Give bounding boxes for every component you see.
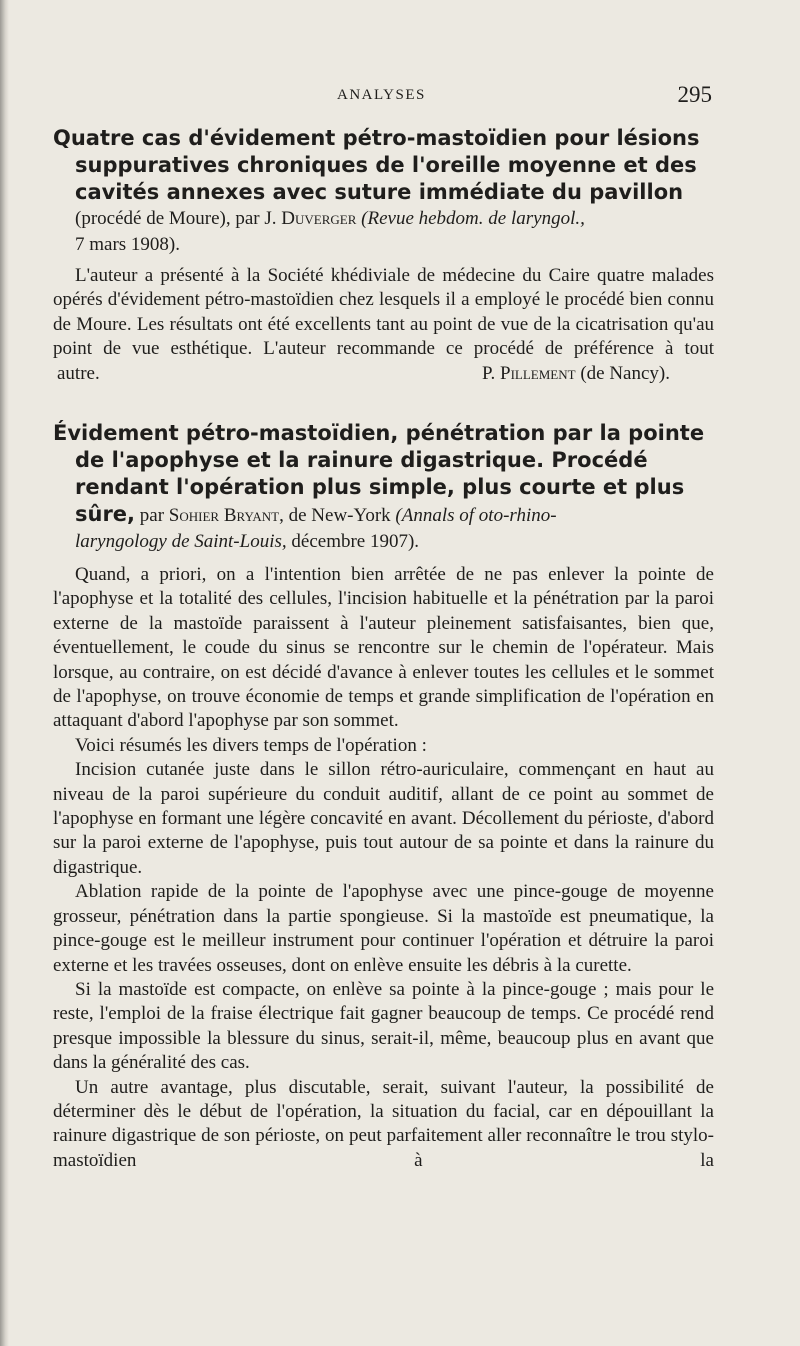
last-word: autre.	[57, 362, 100, 384]
author-name: Duverger	[281, 208, 357, 229]
reviewer-place: (de Nancy).	[575, 362, 670, 384]
journal-name: (Annals of oto-rhino-	[395, 505, 557, 526]
body-paragraph: Si la mastoïde est compacte, on enlève sa pointe à la pince-gouge ; mais pour le reste, l'emploi de la fraise électrique fait gagner beaucoup de temps. Ce procédé rend presque impossible la blessure du sinus, serait-il, même, beaucoup plus en avant que dans la généralité des cas.	[53, 978, 714, 1074]
body-paragraph: Incision cutanée juste dans le sillon rétro-auriculaire, commençant en haut au niveau de la paroi supérieure du conduit auditif, allant de ce point au sommet de l'apophyse en formant une légère concavité en avant. Décollement du périoste, d'abord sur la paroi externe de l'apophyse, puis tout autour de sa pointe et dans la rainure du digastrique.	[53, 759, 714, 878]
title-line: de l'apophyse et la rainure digastrique. Procédé	[75, 448, 648, 472]
title-line: suppuratives chroniques de l'oreille moyenne et des	[75, 153, 697, 177]
title-line: rendant l'opération plus simple, plus courte et plus	[75, 475, 685, 499]
signature	[53, 362, 714, 386]
running-head	[60, 82, 712, 112]
author-name: Sohier Bryant	[168, 505, 280, 526]
body-paragraph: L'auteur a présenté à la Société khédiviale de médecine du Caire quatre malades opérés d'évidement pétro-mastoïdien chez lesquels il a employé le procédé bien connu de Moure. Les résultats ont été excellents tant au point de vue de la cicatrisation qu'au point de vue esthétique. L'auteur recommande ce procédé de préférence à tout	[53, 265, 714, 360]
article-title	[53, 420, 714, 529]
body-paragraph: Voici résumés les divers temps de l'opération :	[75, 734, 427, 756]
article-quatre-cas	[53, 125, 714, 386]
page-number: 295	[677, 82, 712, 107]
reference-text: (procédé de Moure), par J.	[75, 208, 282, 229]
body-paragraph: Quand, a priori, on a l'intention bien arrêtée de ne pas enlever la pointe de l'apophyse et la totalité des cellules, l'incision habituelle et la pénétration par la paroi externe de la mastoïde paraissent à l'auteur pleinement satisfaisantes, bien que, éventuellement, le coude du sinus se rencontre sur le chemin de l'opérateur. Mais lorsque, au contraire, on est décidé d'avance à enlever toutes les cellules et le sommet de l'apophyse, on trouve économie de temps et grande simplification de l'opération en attaquant d'abord l'apophyse par son sommet.	[53, 564, 714, 732]
title-line: sûre, par Sohier Bryant, de New-York (Annals of oto-rhino-	[75, 502, 557, 526]
title-line: Évidement pétro-mastoïdien, pénétration par la pointe	[53, 421, 705, 445]
reviewer-name: P. Pillement	[482, 362, 576, 384]
reference-date: décembre 1907).	[286, 531, 420, 552]
title-line: Quatre cas d'évidement pétro-mastoïdien pour lésions	[53, 126, 700, 150]
journal-name: (Revue hebdom. de laryngol.,	[361, 208, 585, 229]
title-line: cavités annexes avec suture immédiate du pavillon	[75, 180, 684, 204]
article-reference	[53, 206, 714, 258]
body-paragraph: Ablation rapide de la pointe de l'apophyse avec une pince-gouge de moyenne grosseur, pénétration dans la partie spongieuse. Si la mastoïde est pneumatique, la pince-gouge est le meilleur instrument pour continuer l'opération et détruire la paroi externe et les travées osseuses, dont on enlève ensuite les débris à la curette.	[53, 881, 714, 976]
article-reference	[53, 529, 714, 555]
article-title	[53, 125, 714, 206]
section-name: ANALYSES	[337, 87, 426, 103]
article-evidement	[53, 420, 714, 1173]
body-paragraph: Un autre avantage, plus discutable, serait, suivant l'auteur, la possibilité de déterminer dès le début de l'opération, la situation du facial, car en dépouillant la rainure digastrique de son périoste, on peut parfaitement aller reconnaître le trou stylo-mastoïdien à la	[53, 1076, 714, 1171]
reference-date: 7 mars 1908).	[75, 234, 181, 255]
journal-name: laryngology de Saint-Louis,	[75, 531, 287, 552]
